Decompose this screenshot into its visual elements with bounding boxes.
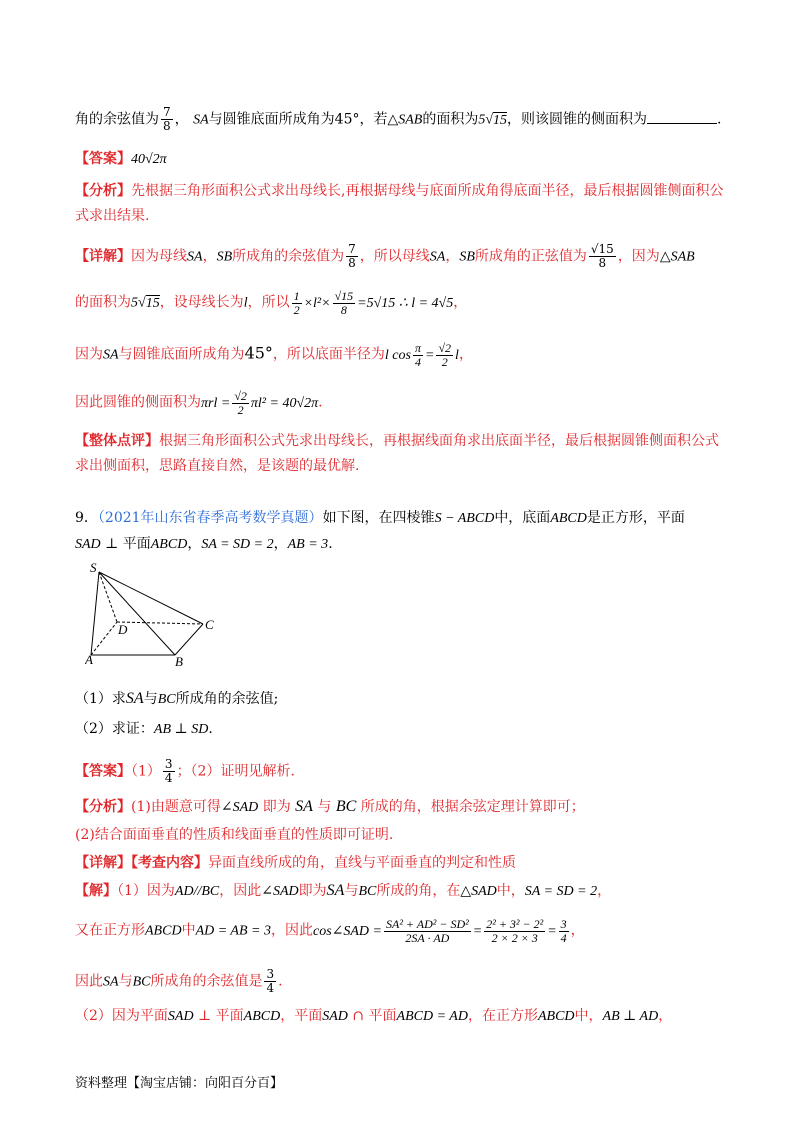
review-8-l2: 求出侧面积，思路直接自然，是该题的最优解. bbox=[75, 458, 360, 474]
pyramid-figure bbox=[85, 560, 225, 670]
problem9-l1: 9．（2021年山东省春季高考数学真题）如下图，在四棱锥S − ABCD中，底面ABCD是正方形，平面 bbox=[75, 510, 685, 526]
solution-9-l2: 又在正方形ABCD中AD = AB = 3，因此cos∠SAD = $\frac{\text{SA² + AD² − SD²}}{2SA \cdot AD}$ = $\frac{\text{2² + 3² − 2²}}{2 \times 2 \times 3}$ = $\frac{3}{4}$ ， bbox=[75, 917, 585, 945]
detail-9: 【详解】【考查内容】异面直线所成的角，直线与平面垂直的判定和性质 bbox=[75, 855, 516, 871]
analysis-8-l1: 【分析】先根据三角形面积公式求出母线长,再根据母线与底面所成角得底面半径，最后根据圆锥侧面积公 bbox=[75, 183, 724, 199]
solution-9-l1: 【解】（1）因为AD//BC，因此∠SAD即为SA与BC所成的角，在△SAD中，SA = SD = 2， bbox=[75, 882, 612, 899]
problem9-part2: （2）求证：AB ⊥ SD. bbox=[75, 721, 213, 737]
detail-8-l2: 的面积为5√15，设母线长为l，所以 $\frac{1}{2}$ ×l²× $\frac{√15}{8}$ =5√15 ∴ l = 4√5， bbox=[75, 289, 468, 317]
problem9-l2: SAD ⊥ 平面ABCD，SA = SD = 2，AB = 3. bbox=[75, 536, 333, 552]
detail-8-l3: 因为SA与圆锥底面所成角为45°，所以底面半径为l cos $\frac{\pi}{4}$ = $\frac{√2}{2}$ l， bbox=[75, 341, 473, 369]
label-C: C bbox=[205, 617, 214, 632]
label-D: D bbox=[118, 622, 128, 637]
frac-7-8: $\frac{7}{8}$ bbox=[163, 105, 171, 133]
problem9-part1: （1）求SA与BC所成角的余弦值; bbox=[75, 690, 279, 707]
detail-8-l1: 【详解】因为母线SA，SB所成角的余弦值为 $\frac{7}{8}$ ，所以母线SA，SB所成角的正弦值为 $\frac{√15}{8}$ ，因为△SAB bbox=[75, 242, 695, 270]
answer-blank[interactable] bbox=[647, 109, 717, 124]
solution-9-l3: 因此SA与BC所成角的余弦值是 $\frac{3}{4}$ . bbox=[75, 967, 283, 995]
analysis-8-l2: 式求出结果. bbox=[75, 208, 150, 224]
problem8-tail: 角的余弦值为 $\frac{7}{8}$ ， SA与圆锥底面所成角为45°，若△SAB的面积为5√15，则该圆锥的侧面积为 . bbox=[75, 105, 722, 133]
analysis-9-l2: (2)结合面面垂直的性质和线面垂直的性质即可证明. bbox=[75, 827, 394, 843]
answer-9: 【答案】（1） $\frac{3}{4}$ ；（2）证明见解析. bbox=[75, 757, 295, 785]
footer-note: 资料整理【淘宝店铺：向阳百分百】 bbox=[75, 1076, 284, 1091]
label-B: B bbox=[175, 654, 183, 669]
label-A: A bbox=[85, 652, 93, 667]
analysis-9-l1: 【分析】(1)由题意可得∠SAD 即为 SA 与 BC 所成的角，根据余弦定理计算即可； bbox=[75, 798, 585, 815]
answer-8: 【答案】40√2π bbox=[75, 151, 167, 167]
detail-8-l4: 因此圆锥的侧面积为πrl = $\frac{√2}{2}$ πl² = 40√2π. bbox=[75, 389, 323, 417]
review-8-l1: 【整体点评】根据三角形面积公式先求出母线长，再根据线面角求出底面半径，最后根据圆锥侧面积公式 bbox=[75, 433, 719, 449]
label-S: S bbox=[90, 560, 97, 575]
solution-9-l4: （2）因为平面SAD ⊥ 平面ABCD，平面SAD ∩ 平面ABCD = AD，在正方形ABCD中，AB ⊥ AD， bbox=[75, 1008, 673, 1024]
